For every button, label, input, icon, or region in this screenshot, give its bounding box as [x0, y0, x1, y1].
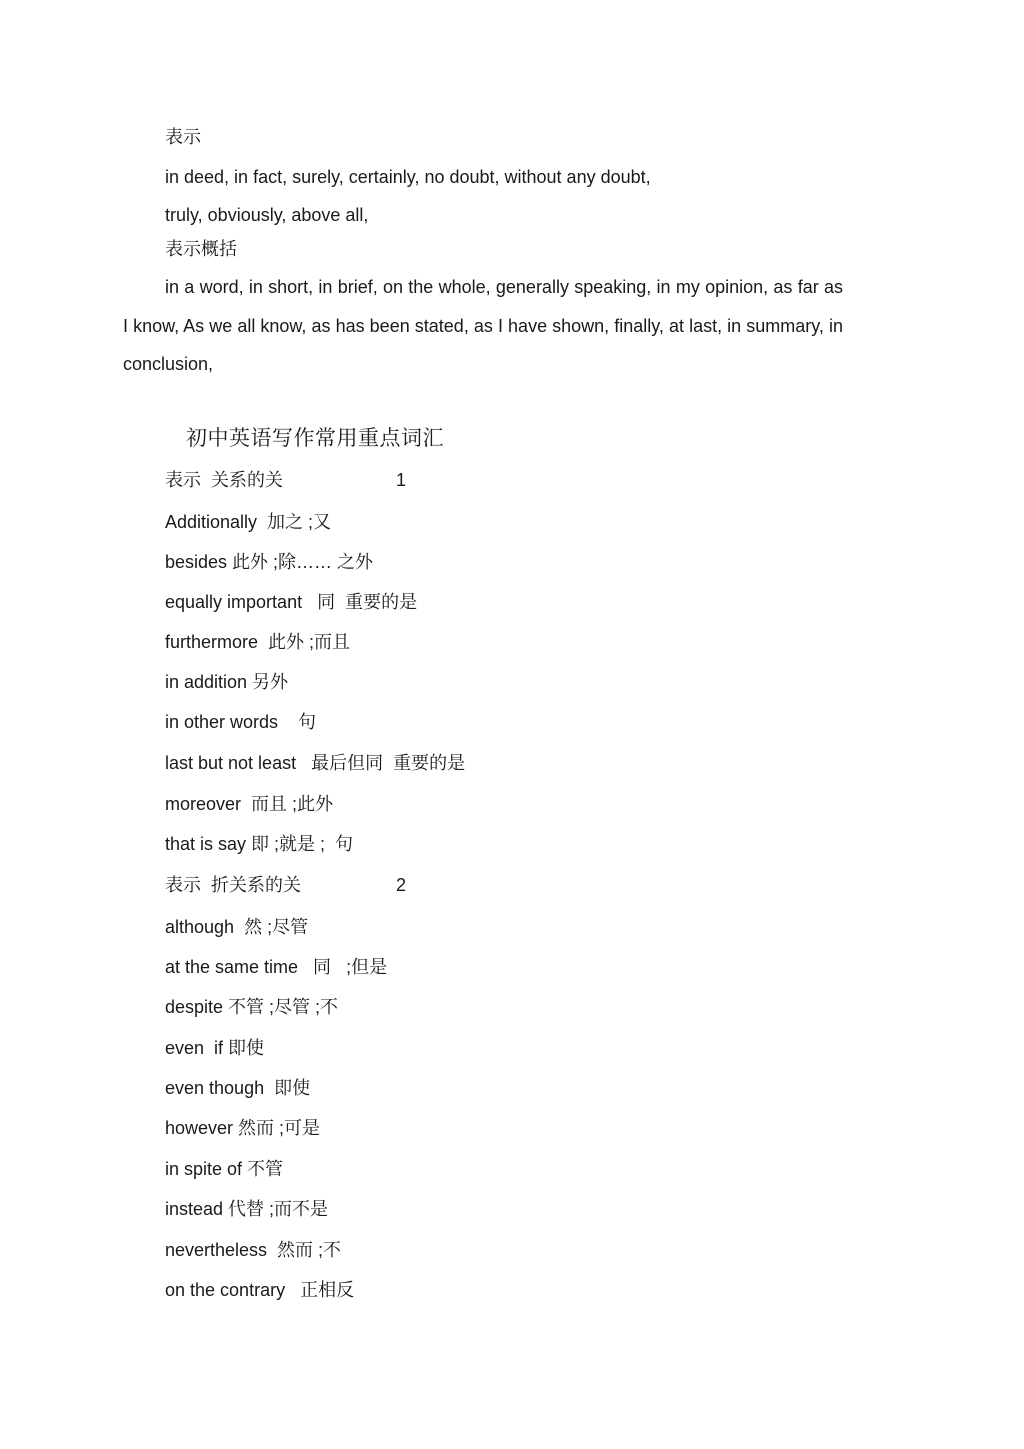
vocab-item: instead 代替 ;而不是 — [165, 1199, 329, 1219]
vocab-item: moreover 而且 ;此外 — [165, 794, 334, 814]
vocab-item: nevertheless 然而 ;不 — [165, 1240, 342, 1260]
summary-paragraph: in a word, in short, in brief, on the whole, generally speaking, in my opinion, as far as I know, As we all know, as has been stated, as I have shown, finally, at last, in summary, in conclusion, — [123, 277, 843, 374]
vocab-item: even if 即使 — [165, 1038, 265, 1058]
section2-number: 2 — [396, 875, 407, 895]
vocab-item: in spite of 不管 — [165, 1159, 284, 1179]
section2-heading: 表示 折关系的关 — [165, 875, 302, 895]
vocab-item: equally important 同 重要的是 — [165, 592, 418, 612]
vocab-item: on the contrary 正相反 — [165, 1280, 355, 1300]
vocab-item: however 然而 ;可是 — [165, 1118, 321, 1138]
label-indeed: 表示 — [165, 127, 201, 147]
indeed-phrases-line-2: truly, obviously, above all, — [165, 205, 369, 225]
vocab-item: besides 此外 ;除…… 之外 — [165, 552, 374, 572]
vocab-item: Additionally 加之 ;又 — [165, 512, 332, 532]
vocab-item: in addition 另外 — [165, 672, 289, 692]
vocab-item: although 然 ;尽管 — [165, 917, 309, 937]
vocab-item: despite 不管 ;尽管 ;不 — [165, 997, 339, 1017]
section1-number: 1 — [396, 470, 407, 490]
vocab-item: in other words 句 — [165, 712, 317, 732]
indeed-phrases-line-1: in deed, in fact, surely, certainly, no doubt, without any doubt, — [165, 167, 651, 187]
page-title: 初中英语写作常用重点词汇 — [186, 426, 444, 450]
vocab-item: furthermore 此外 ;而且 — [165, 632, 351, 652]
vocab-item: at the same time 同 ;但是 — [165, 957, 388, 977]
vocab-item: last but not least 最后但同 重要的是 — [165, 753, 466, 773]
label-summary: 表示概括 — [165, 239, 237, 259]
section1-heading: 表示 关系的关 — [165, 470, 284, 490]
vocab-item: that is say 即 ;就是 ; 句 — [165, 834, 354, 854]
vocab-item: even though 即使 — [165, 1078, 311, 1098]
